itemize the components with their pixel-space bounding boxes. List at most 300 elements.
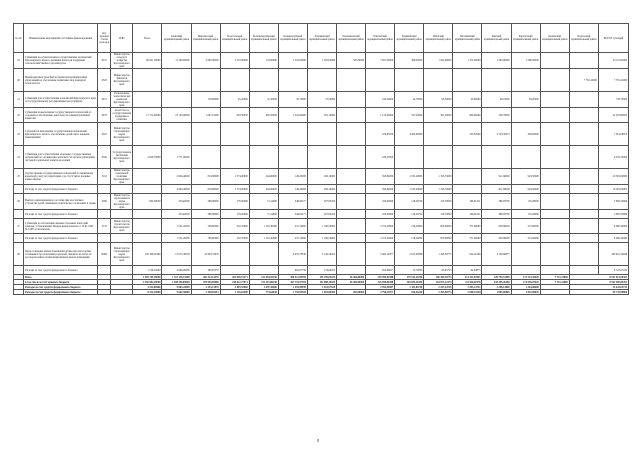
value-cell: 453,40000 — [162, 210, 191, 219]
row-grbs-cell — [111, 266, 133, 275]
row-code-cell: 0231 — [98, 53, 111, 69]
value-cell: 148,20000 — [278, 185, 307, 194]
value-cell: 9 960,20000 — [598, 234, 628, 243]
value-cell: 9 960,20000 — [598, 219, 628, 234]
row-number-cell: 27 — [14, 219, 24, 234]
value-cell: 24,70000 — [395, 92, 424, 108]
value-cell: 150,70000 — [424, 210, 453, 219]
value-cell: 483 312,61470 — [191, 275, 220, 280]
value-cell: 1 153,90000 — [366, 108, 395, 123]
value-cell: 349 499,91988 — [366, 275, 395, 280]
value-cell — [540, 210, 569, 219]
value-cell: 9 455,78330 — [278, 243, 307, 266]
value-cell: 444,60000 — [249, 169, 278, 185]
value-cell: 1 574,00000 — [220, 185, 249, 194]
value-cell — [337, 243, 366, 266]
value-cell: 151 984,82438 — [249, 275, 278, 280]
header-cell: № п/п — [14, 24, 24, 53]
value-cell: 1 771,60000 — [162, 146, 191, 169]
table-row — [14, 69, 629, 92]
value-cell — [337, 219, 366, 234]
value-cell: 71,14000 — [249, 210, 278, 219]
value-cell: 7 751,24000 — [540, 280, 569, 285]
value-cell: 63,05725 — [424, 266, 453, 275]
value-cell: 10 365,09000 — [598, 185, 628, 194]
value-cell — [249, 146, 278, 169]
value-cell: 237,10000 — [278, 219, 307, 234]
value-cell — [220, 266, 249, 275]
table-row — [14, 169, 629, 185]
value-cell: 1 498 458,89000 — [162, 280, 191, 285]
value-cell: 1 272,00000 — [453, 53, 482, 69]
row-grbs-cell: Министерство социальной политики Красноярского края — [111, 169, 133, 185]
value-cell: 1 196,50000 — [307, 219, 336, 234]
value-cell: 192 308,01960 — [133, 243, 162, 266]
row-number-cell — [14, 290, 24, 295]
value-cell: 63,30000 — [424, 92, 453, 108]
value-cell: 8 922 613,00303 — [569, 275, 628, 280]
value-cell: 362,67070 — [191, 266, 220, 275]
value-cell — [133, 219, 162, 234]
value-cell: 325,00000 — [337, 53, 366, 69]
value-cell: 150,80000 — [191, 92, 220, 108]
value-cell: 40,90000 — [453, 92, 482, 108]
value-cell: 1 697,30000 — [249, 285, 278, 290]
value-cell — [540, 266, 569, 275]
row-code-cell — [98, 210, 111, 219]
value-cell — [249, 123, 278, 146]
row-grbs-cell: Министерство финансов Красноярского края — [111, 69, 133, 92]
table-row — [14, 92, 629, 108]
value-cell — [191, 69, 220, 92]
row-name-cell: в том числе за счет краевого бюджета — [24, 280, 98, 285]
header-cell: Иланский муниципальный район — [424, 24, 453, 53]
value-cell: 2 798,34977 — [366, 290, 395, 295]
value-cell: 176,82000 — [220, 210, 249, 219]
value-cell: 45,20000 — [220, 92, 249, 108]
value-cell — [540, 243, 569, 266]
value-cell — [191, 123, 220, 146]
value-cell: 7 781,24000 — [598, 69, 628, 92]
header-cell: Большемуртинский муниципальный район — [249, 24, 278, 53]
value-cell — [453, 146, 482, 169]
value-cell: 286,80000 — [191, 194, 220, 210]
value-cell: 858,80000 — [482, 234, 511, 243]
value-cell: 2 694,40000 — [162, 169, 191, 185]
value-cell: 391,10000 — [307, 108, 336, 123]
header-cell: Емельяновский муниципальный район — [337, 24, 366, 53]
value-cell: 730,70000 — [598, 92, 628, 108]
row-number-cell — [14, 266, 24, 275]
value-cell: 1 632,97520 — [307, 285, 336, 290]
value-cell: 252,70000 — [220, 219, 249, 234]
value-cell: 2 257,44725 — [424, 285, 453, 290]
value-cell: 850,00000 — [424, 234, 453, 243]
value-cell: 1 087,10000 — [191, 108, 220, 123]
value-cell: 4 369 795,59000 — [133, 275, 162, 280]
budget-allocation-table — [13, 23, 629, 295]
value-cell: 348,82277 — [278, 210, 307, 219]
value-cell: 297,83450 — [307, 210, 336, 219]
value-cell — [482, 146, 511, 169]
row-code-cell: 5260 — [98, 194, 111, 210]
value-cell: 175 223,45620 — [511, 275, 540, 280]
value-cell — [569, 146, 598, 169]
value-cell: 8 414,30000 — [133, 290, 162, 295]
value-cell: 69 941,30000 — [133, 53, 162, 69]
value-cell: 7 827,00000 — [366, 53, 395, 69]
value-cell: 214 321,07851 — [453, 275, 482, 280]
header-cell: Боготольский муниципальный район — [220, 24, 249, 53]
value-cell: 1 195,20000 — [395, 169, 424, 185]
value-cell: 166,81521 — [453, 194, 482, 210]
header-cell: Код целевой статьи расходов — [98, 24, 111, 53]
value-cell: 4 356 982,49000 — [133, 280, 162, 285]
value-cell: 444,60000 — [249, 185, 278, 194]
value-cell: 2 895,54666 — [598, 210, 628, 219]
row-name-cell: Выплата единовременного пособия при всех формах устройства детей, лишенных родительского попечения, в семью — [24, 194, 98, 210]
value-cell: 2 694,40000 — [162, 185, 191, 194]
header-cell: Ачинский муниципальный район — [162, 24, 191, 53]
value-cell: 215,90000 — [511, 234, 540, 243]
value-cell — [540, 69, 569, 92]
value-cell: 2 813,02888 — [395, 243, 424, 266]
value-cell: 34 643,05742 — [569, 285, 628, 290]
value-cell: 1 574,00000 — [220, 169, 249, 185]
value-cell — [337, 69, 366, 92]
value-cell: 136,28740 — [395, 194, 424, 210]
value-cell: 2 293,14721 — [453, 285, 482, 290]
value-cell — [337, 266, 366, 275]
row-name-cell: Расходы за счет средств федерального бюджета — [24, 234, 98, 243]
value-cell — [366, 69, 395, 92]
row-name-cell: Субвенции на осуществление государственных полномочий Красноярского края по решению вопросов поддержки сельскохозяйственного производства — [24, 53, 98, 69]
value-cell: 1 832,69845 — [511, 290, 540, 295]
value-cell — [569, 234, 598, 243]
table-row — [14, 146, 629, 169]
value-cell: 1 805,00005 — [482, 290, 511, 295]
table-row — [14, 194, 629, 210]
sub-row — [14, 185, 629, 194]
value-cell: 31,10000 — [249, 92, 278, 108]
sub-row — [14, 266, 629, 275]
row-grbs-cell: Министерство сельского хозяйства Красноярского края — [111, 53, 133, 69]
value-cell: 4 928,70000 — [133, 146, 162, 169]
value-cell: 478 950,89000 — [191, 280, 220, 285]
value-cell: 9 662,30000 — [162, 290, 191, 295]
value-cell — [337, 108, 366, 123]
value-cell: 371,60000 — [453, 219, 482, 234]
value-cell — [162, 69, 191, 92]
header-cell: Каратузский муниципальный район — [511, 24, 540, 53]
value-cell: 818,80000 — [191, 185, 220, 194]
value-cell — [191, 146, 220, 169]
value-cell — [249, 243, 278, 266]
row-code-cell — [98, 290, 111, 295]
value-cell: 1 352,90000 — [278, 108, 307, 123]
value-cell: 233,47000 — [366, 146, 395, 169]
value-cell: 1 181,30000 — [249, 219, 278, 234]
header-cell: Кежемский муниципальный район — [540, 24, 569, 53]
row-number-cell: 19 — [14, 53, 24, 69]
value-cell: 215,90000 — [511, 219, 540, 234]
value-cell: 453,40000 — [162, 194, 191, 210]
row-name-cell: Субвенции на обеспечение жильем отдельных категорий граждан, установленных Федеральным законом от 12.01.1995 № 5-ФЗ «О ветеранах» — [24, 219, 98, 234]
value-cell: 854,96027 — [366, 266, 395, 275]
value-cell: 420 793,51008 — [482, 275, 511, 280]
value-cell: 170,48000 — [511, 210, 540, 219]
value-cell — [540, 169, 569, 185]
value-cell — [424, 123, 453, 146]
value-cell — [569, 123, 598, 146]
value-cell: 3 895,54666 — [598, 194, 628, 210]
value-cell — [133, 234, 162, 243]
row-number-cell: 23 — [14, 123, 24, 146]
value-cell: 1 853,89400 — [307, 290, 336, 295]
value-cell — [307, 146, 336, 169]
value-cell: 301,50000 — [424, 108, 453, 123]
value-cell — [395, 69, 424, 92]
value-cell — [337, 123, 366, 146]
value-cell — [133, 185, 162, 194]
row-grbs-cell — [111, 210, 133, 219]
page-number: 8 — [317, 438, 319, 443]
row-number-cell — [14, 234, 24, 243]
value-cell — [337, 92, 366, 108]
value-cell: 1 193,70000 — [424, 169, 453, 185]
value-cell: 252,70000 — [220, 234, 249, 243]
value-cell: 593,84000 — [366, 169, 395, 185]
value-cell — [569, 266, 598, 275]
value-cell: 92,84873 — [453, 266, 482, 275]
row-code-cell: 0470 — [98, 108, 111, 123]
value-cell: 1 942,00000 — [424, 53, 453, 69]
table-body — [14, 53, 629, 295]
value-cell: 1 445,38775 — [424, 243, 453, 266]
row-code-cell — [98, 266, 111, 275]
value-cell — [511, 146, 540, 169]
value-cell: 160,20000 — [366, 92, 395, 108]
row-number-cell: 26 — [14, 194, 24, 210]
value-cell: 83,20000 — [511, 92, 540, 108]
value-cell: 924,29109 — [453, 243, 482, 266]
row-code-cell: 0510 — [98, 123, 111, 146]
value-cell: 286,80000 — [191, 210, 220, 219]
row-number-cell: 20 — [14, 69, 24, 92]
value-cell — [220, 146, 249, 169]
value-cell — [220, 243, 249, 266]
value-cell: 2 372,20000 — [366, 234, 395, 243]
value-cell — [162, 92, 191, 108]
value-cell: 156,20000 — [395, 234, 424, 243]
row-code-cell: 0325 — [98, 69, 111, 92]
value-cell: 850,00000 — [424, 219, 453, 234]
row-number-cell: 22 — [14, 108, 24, 123]
value-cell: 297,83450 — [307, 194, 336, 210]
value-cell: 4 000,00000 — [395, 123, 424, 146]
value-cell — [540, 123, 569, 146]
value-cell: 237,10000 — [278, 234, 307, 243]
value-cell: 1 286,00000 — [511, 53, 540, 69]
value-cell: 300,60000 — [511, 123, 540, 146]
value-cell — [540, 146, 569, 169]
value-cell — [569, 210, 598, 219]
row-name-cell: Всего — [24, 275, 98, 280]
value-cell — [133, 92, 162, 108]
row-grbs-cell — [111, 185, 133, 194]
value-cell — [453, 169, 482, 185]
value-cell — [540, 234, 569, 243]
value-cell — [569, 92, 598, 108]
value-cell — [569, 185, 598, 194]
value-cell — [133, 123, 162, 146]
value-cell: 3 210,00000 — [220, 53, 249, 69]
row-name-cell: Субсидии на выполнение государственных полномочий Красноярского края по обеспечению детей-сирот жилыми помещениями — [24, 123, 98, 146]
value-cell: 136,28740 — [395, 210, 424, 219]
header-cell: ГРБС — [111, 24, 133, 53]
value-cell — [395, 146, 424, 169]
row-name-cell: Расходы за счет средств федерального бюджета — [24, 290, 98, 295]
value-cell — [511, 108, 540, 123]
row-name-cell: Субвенции на выполнение государственных полномочий по созданию и обеспечению деятельности административных комиссий — [24, 108, 98, 123]
value-cell: 345 998,86388 — [366, 280, 395, 285]
value-cell: 150,70000 — [424, 194, 453, 210]
value-cell: 133,04070 — [307, 266, 336, 275]
value-cell — [540, 219, 569, 234]
value-cell — [337, 210, 366, 219]
value-cell: 918,59950 — [220, 108, 249, 123]
value-cell: 59 743,98806 — [569, 290, 628, 295]
row-name-cell: Субвенции для осуществления полномочий Красноярского края по государственному регулированию цен (тарифов) — [24, 92, 98, 108]
value-cell — [540, 92, 569, 108]
value-cell: 206,10000 — [307, 185, 336, 194]
value-cell: 920,46240 — [395, 290, 424, 295]
value-cell — [220, 69, 249, 92]
value-cell: 156,20000 — [395, 219, 424, 234]
value-cell — [249, 266, 278, 275]
row-grbs-cell — [111, 290, 133, 295]
value-cell — [511, 243, 540, 266]
value-cell: 485,50000 — [249, 108, 278, 123]
header-cell: Бирилюсский муниципальный район — [191, 24, 220, 53]
value-cell: 774,64638 — [249, 290, 278, 295]
value-cell — [278, 69, 307, 92]
value-cell: 1 352,85740 — [395, 285, 424, 290]
value-cell: 1 196,50000 — [307, 234, 336, 243]
value-cell: 166,81521 — [453, 210, 482, 219]
value-cell: 13 672,38559 — [162, 243, 191, 266]
value-cell: 2 594,99987 — [366, 285, 395, 290]
header-cell: Ермаковский муниципальный район — [395, 24, 424, 53]
table-row — [14, 219, 629, 234]
value-cell: 152 888,16429 — [307, 280, 336, 285]
value-cell — [569, 53, 598, 69]
sub-row — [14, 210, 629, 219]
row-number-cell: 24 — [14, 146, 24, 169]
row-name-cell: Расходы за счет средств федерального бюджета — [24, 185, 98, 194]
row-code-cell: 5135 — [98, 219, 111, 234]
header-cell: Канский муниципальный район — [482, 24, 511, 53]
value-cell: 911,60000 — [482, 169, 511, 185]
value-cell: 371,60000 — [453, 234, 482, 243]
value-cell — [133, 210, 162, 219]
table-row — [14, 53, 629, 69]
table-row — [14, 243, 629, 266]
value-cell: 6 435,33000 — [598, 146, 628, 169]
value-cell: 2 609,20000 — [162, 266, 191, 275]
header-cell: Козульский муниципальный район — [569, 24, 598, 53]
value-cell: 176,82000 — [220, 194, 249, 210]
value-cell: 18 740,00000 — [162, 108, 191, 123]
value-cell: 593,84000 — [366, 185, 395, 194]
value-cell: 386,83700 — [482, 210, 511, 219]
value-cell — [540, 194, 569, 210]
value-cell: 24 011,00000 — [598, 53, 628, 69]
value-cell — [511, 266, 540, 275]
value-cell — [220, 123, 249, 146]
sub-row — [14, 234, 629, 243]
value-cell: 348,82277 — [278, 194, 307, 210]
row-grbs-cell: Министерство строительства Красноярского края — [111, 219, 133, 234]
value-cell: 11 300,00000 — [162, 53, 191, 69]
value-cell — [278, 146, 307, 169]
value-cell — [337, 194, 366, 210]
row-name-cell: Расходы за счет средств федерального бюджета — [24, 266, 98, 275]
value-cell: 918,30000 — [511, 185, 540, 194]
value-cell: 155 299,05429 — [307, 275, 336, 280]
row-name-cell: Расходы за счет средств федерального бюджета — [24, 285, 98, 290]
value-cell: 789,60000 — [191, 219, 220, 234]
value-cell — [424, 69, 453, 92]
value-cell: 49,10000 — [482, 92, 511, 108]
value-cell — [569, 169, 598, 185]
value-cell: 253,87640 — [453, 123, 482, 146]
row-name-cell: Субвенции для осуществления отдельных государственных полномочий по организации деятельности органов управления системой социальной защиты населения — [24, 146, 98, 169]
value-cell: 862,07759 — [278, 266, 307, 275]
header-cell: Енисейский муниципальный район — [366, 24, 395, 53]
value-cell: 1 316,00000 — [278, 53, 307, 69]
value-cell: 789,60000 — [191, 234, 220, 243]
value-cell: 3 600,00000 — [191, 53, 220, 69]
value-cell: 229,79000 — [482, 108, 511, 123]
value-cell: 858,80000 — [482, 219, 511, 234]
value-cell: 911,60000 — [482, 185, 511, 194]
value-cell — [569, 108, 598, 123]
total-row — [14, 290, 629, 295]
value-cell: 174 090,07620 — [511, 280, 540, 285]
value-cell — [337, 234, 366, 243]
value-cell — [540, 53, 569, 69]
row-grbs-cell: Государственная инспекция Красноярского края — [111, 146, 133, 169]
value-cell: 50,70000 — [278, 92, 307, 108]
value-cell: 9 863,29000 — [162, 285, 191, 290]
value-cell: 386,83700 — [482, 194, 511, 210]
value-cell: 211 936,61978 — [453, 280, 482, 285]
value-cell: 1 193,70000 — [424, 185, 453, 194]
value-cell: 4 130,66877 — [482, 243, 511, 266]
value-cell: 31,50000 — [307, 92, 336, 108]
value-cell: 46 366,80000 — [337, 280, 366, 285]
value-cell — [540, 108, 569, 123]
header-cell: Большеулуйский муниципальный район — [278, 24, 307, 53]
value-cell: 918,30000 — [511, 169, 540, 185]
value-cell: 450,00000 — [366, 194, 395, 210]
header-cell: Казачинский муниципальный район — [453, 24, 482, 53]
row-code-cell: 0520 — [98, 146, 111, 169]
value-cell: 10 993,31879 — [191, 243, 220, 266]
value-cell — [337, 146, 366, 169]
value-cell: 7 814,06873 — [598, 123, 628, 146]
